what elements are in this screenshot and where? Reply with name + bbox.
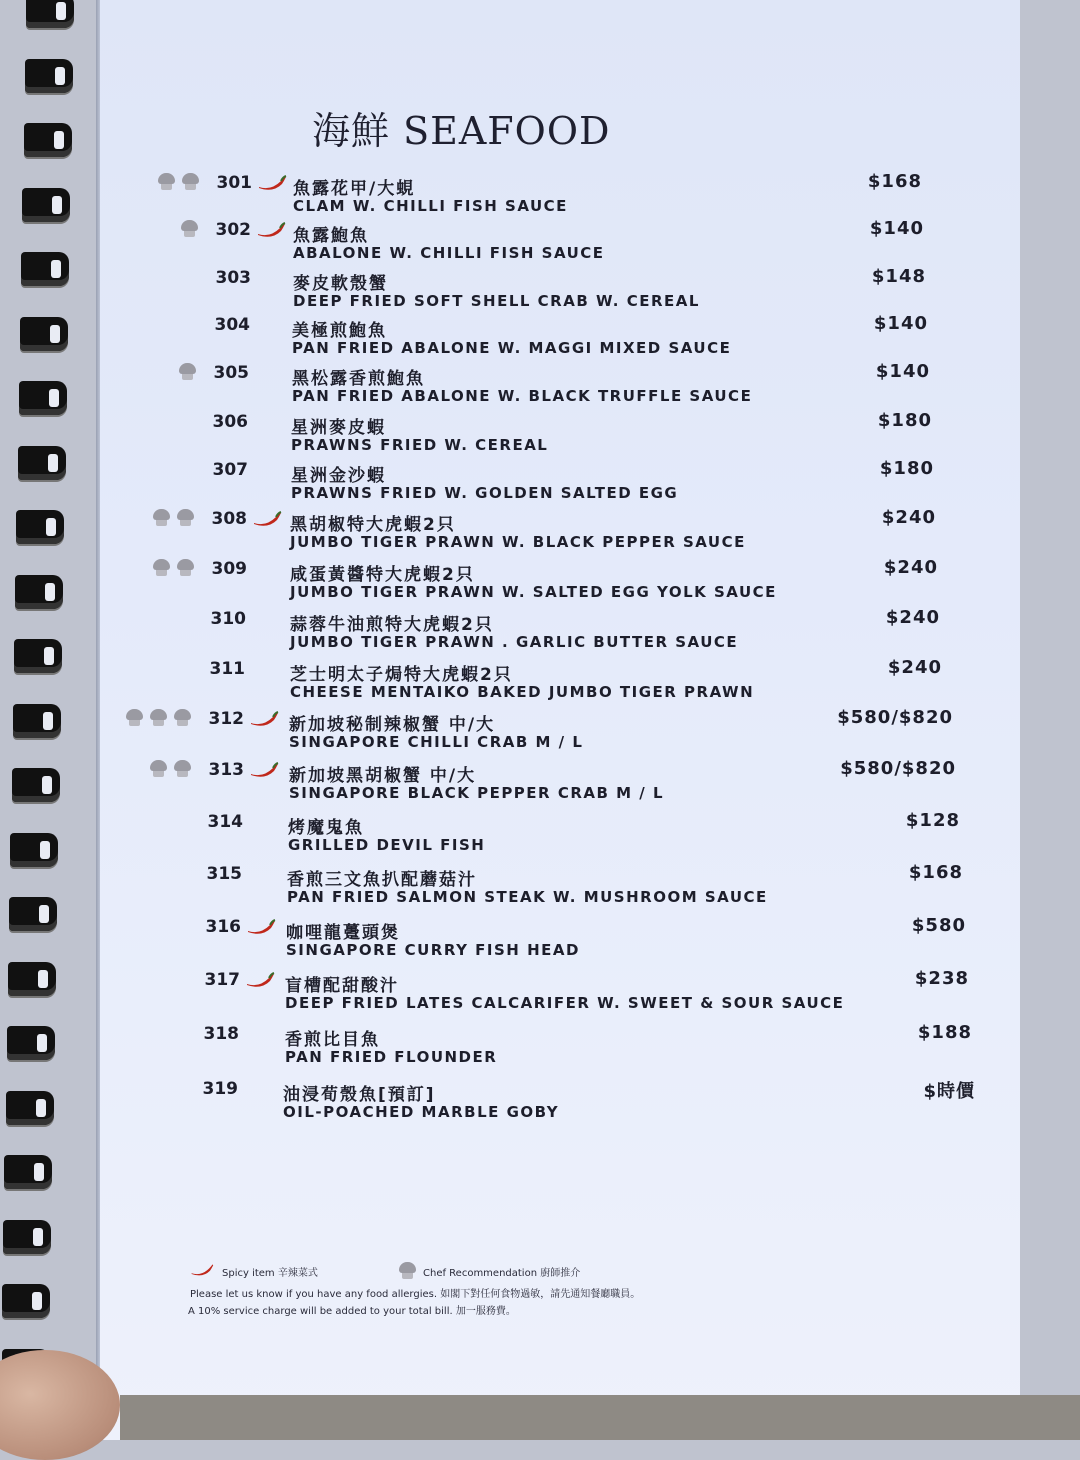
- chef-hat-icon: [176, 559, 195, 577]
- item-price: $140: [875, 361, 930, 382]
- item-number: 318: [203, 1024, 239, 1044]
- binder-ring: [13, 704, 61, 738]
- chef-hat-icon: [173, 709, 192, 727]
- item-name-chinese: 油浸荀殼魚[預訂]: [283, 1085, 436, 1105]
- item-number: 304: [214, 315, 250, 335]
- binder-ring: [14, 639, 62, 673]
- item-number: 313: [208, 760, 244, 780]
- item-price: $580/$820: [840, 758, 956, 779]
- item-name-chinese: 香煎三文魚扒配蘑菇汁: [287, 870, 477, 890]
- chef-recommendation-icons: [178, 363, 197, 381]
- item-name-english: JUMBO TIGER PRAWN . GARLIC BUTTER SAUCE: [290, 633, 739, 651]
- item-price: $240: [885, 607, 940, 628]
- item-name-chinese: 星洲麥皮蝦: [291, 418, 386, 438]
- item-number: 301: [216, 173, 252, 193]
- item-name-chinese: 烤魔鬼魚: [288, 818, 364, 838]
- item-name-chinese: 麥皮軟殼蟹: [293, 274, 388, 294]
- item-price: $188: [917, 1022, 972, 1043]
- legend-spicy: Spicy item 辛辣菜式: [222, 1268, 318, 1279]
- binder-ring: [7, 1026, 55, 1060]
- chef-hat-icon: [152, 509, 171, 527]
- item-name-chinese: 魚露花甲/大蜆: [293, 179, 416, 199]
- legend-chef: Chef Recommendation 廚師推介: [423, 1268, 581, 1279]
- item-number: 307: [212, 460, 248, 480]
- item-name-english: OIL-POACHED MARBLE GOBY: [283, 1103, 560, 1121]
- item-price: $240: [881, 507, 936, 528]
- menu-item: [100, 268, 1000, 316]
- item-number: 317: [204, 970, 240, 990]
- menu-item: [100, 709, 1000, 757]
- item-name-chinese: 星洲金沙蝦: [291, 466, 386, 486]
- item-name-english: PAN FRIED FLOUNDER: [285, 1048, 498, 1066]
- item-number: 316: [205, 917, 241, 937]
- item-name-english: PRAWNS FRIED W. GOLDEN SALTED EGG: [291, 484, 679, 502]
- chilli-icon: [246, 919, 276, 935]
- chef-hat-icon: [157, 173, 176, 191]
- page-title: 海鮮 SEAFOOD: [312, 109, 611, 153]
- chef-hat-icon: [180, 220, 199, 238]
- table-surface: [120, 1395, 1080, 1440]
- binder-ring: [18, 446, 66, 480]
- binder-ring: [24, 123, 72, 157]
- binder-rings: [0, 0, 100, 1440]
- item-name-english: CHEESE MENTAIKO BAKED JUMBO TIGER PRAWN: [290, 683, 755, 701]
- item-name-chinese: 黑胡椒特大虎蝦2只: [290, 515, 456, 535]
- chilli-icon: [249, 711, 279, 727]
- item-name-english: SINGAPORE BLACK PEPPER CRAB M / L: [289, 784, 665, 802]
- chef-recommendation-icons: [149, 760, 192, 778]
- item-price: $240: [883, 557, 938, 578]
- binder-ring: [15, 575, 63, 609]
- item-price: $238: [914, 968, 969, 989]
- item-number: 308: [211, 509, 247, 529]
- item-number: 305: [213, 363, 249, 383]
- item-name-chinese: 蒜蓉牛油煎特大虎蝦2只: [290, 615, 494, 635]
- item-price: $180: [877, 410, 932, 431]
- item-name-chinese: 咖哩龍躉頭煲: [286, 923, 400, 943]
- menu-item: [100, 1024, 1000, 1072]
- menu-item: [100, 460, 1000, 508]
- menu-item: [100, 812, 1000, 860]
- item-price: $580/$820: [837, 707, 953, 728]
- item-name-english: PAN FRIED ABALONE W. BLACK TRUFFLE SAUCE: [292, 387, 753, 405]
- binder-ring: [3, 1220, 51, 1254]
- item-name-chinese: 魚露鮑魚: [293, 226, 369, 246]
- item-number: 312: [208, 709, 244, 729]
- chef-hat-icon: [125, 709, 144, 727]
- binder-ring: [19, 381, 67, 415]
- item-name-english: DEEP FRIED SOFT SHELL CRAB W. CEREAL: [293, 292, 700, 310]
- binder-ring: [9, 897, 57, 931]
- binder-ring: [26, 0, 74, 28]
- chef-hat-icon: [178, 363, 197, 381]
- menu-item: [100, 917, 1000, 965]
- item-price: $140: [873, 313, 928, 334]
- binder-ring: [25, 59, 73, 93]
- menu-item: [100, 864, 1000, 912]
- menu-item: [100, 315, 1000, 363]
- binder-ring: [16, 510, 64, 544]
- chef-hat-icon: [173, 760, 192, 778]
- chef-hat-icon: [149, 760, 168, 778]
- menu-item: [100, 412, 1000, 460]
- item-name-english: JUMBO TIGER PRAWN W. BLACK PEPPER SAUCE: [290, 533, 746, 551]
- item-name-english: PRAWNS FRIED W. CEREAL: [291, 436, 549, 454]
- menu-item: [100, 173, 1000, 221]
- item-price: $240: [887, 657, 942, 678]
- item-name-english: PAN FRIED SALMON STEAK W. MUSHROOM SAUCE: [287, 888, 768, 906]
- item-price: $140: [869, 218, 924, 239]
- item-price: $580: [911, 915, 966, 936]
- item-name-chinese: 香煎比目魚: [285, 1030, 380, 1050]
- item-number: 303: [215, 268, 251, 288]
- item-name-english: PAN FRIED ABALONE W. MAGGI MIXED SAUCE: [292, 339, 732, 357]
- menu-item: [100, 970, 1000, 1018]
- item-price: $時價: [923, 1081, 975, 1102]
- item-name-chinese: 盲槽配甜酸汁: [285, 976, 399, 996]
- item-price: $168: [867, 171, 922, 192]
- item-number: 310: [210, 609, 246, 629]
- chilli-legend-icon: [190, 1262, 214, 1281]
- menu-item: [100, 559, 1000, 607]
- item-name-english: ABALONE W. CHILLI FISH SAUCE: [293, 244, 605, 262]
- item-price: $168: [908, 862, 963, 883]
- service-charge-note: A 10% service charge will be added to your total bill. 加一服務費。: [188, 1306, 516, 1317]
- binder-ring: [12, 768, 60, 802]
- item-name-english: SINGAPORE CHILLI CRAB M / L: [289, 733, 584, 751]
- chef-hat-icon: [149, 709, 168, 727]
- item-name-english: CLAM W. CHILLI FISH SAUCE: [293, 197, 568, 215]
- menu-item: [100, 609, 1000, 657]
- chilli-icon: [252, 511, 282, 527]
- item-price: $128: [905, 810, 960, 831]
- item-number: 302: [215, 220, 251, 240]
- chilli-icon: [256, 222, 286, 238]
- chilli-icon: [257, 175, 287, 191]
- menu-item: [100, 659, 1000, 707]
- item-name-english: SINGAPORE CURRY FISH HEAD: [286, 941, 580, 959]
- item-name-chinese: 芝士明太子焗特大虎蝦2只: [290, 665, 513, 685]
- item-name-english: JUMBO TIGER PRAWN W. SALTED EGG YOLK SAUCE: [290, 583, 777, 601]
- item-name-chinese: 美極煎鮑魚: [292, 321, 387, 341]
- chef-hat-icon: [152, 559, 171, 577]
- item-name-chinese: 新加坡秘制辣椒蟹 中/大: [289, 715, 496, 735]
- item-name-chinese: 黑松露香煎鮑魚: [292, 369, 425, 389]
- chef-hat-icon: [181, 173, 200, 191]
- allergy-note: Please let us know if you have any food allergies. 如閣下對任何食物過敏，請先通知餐廳職員。: [190, 1289, 641, 1300]
- item-name-english: GRILLED DEVIL FISH: [288, 836, 486, 854]
- binder-ring: [22, 188, 70, 222]
- menu-item: [100, 1079, 1000, 1127]
- item-number: 314: [207, 812, 243, 832]
- item-number: 309: [211, 559, 247, 579]
- item-number: 306: [212, 412, 248, 432]
- binder-ring: [20, 317, 68, 351]
- item-number: 311: [209, 659, 245, 679]
- binder-ring: [2, 1284, 50, 1318]
- item-number: 319: [202, 1079, 238, 1099]
- item-number: 315: [206, 864, 242, 884]
- binder-ring: [10, 833, 58, 867]
- chef-recommendation-icons: [152, 559, 195, 577]
- binder-ring: [4, 1155, 52, 1189]
- item-name-english: DEEP FRIED LATES CALCARIFER W. SWEET & SOUR SAUCE: [285, 994, 845, 1012]
- chef-hat-icon: [176, 509, 195, 527]
- binder-ring: [6, 1091, 54, 1125]
- menu-item: [100, 220, 1000, 268]
- chilli-icon: [245, 972, 275, 988]
- chef-hat-legend-icon: [398, 1262, 417, 1280]
- item-price: $148: [871, 266, 926, 287]
- chef-recommendation-icons: [125, 709, 192, 727]
- menu-page: [100, 0, 1020, 1440]
- menu-item: [100, 760, 1000, 808]
- item-name-chinese: 新加坡黑胡椒蟹 中/大: [289, 766, 477, 786]
- chilli-icon: [249, 762, 279, 778]
- menu-item: [100, 509, 1000, 557]
- item-name-chinese: 咸蛋黃醬特大虎蝦2只: [290, 565, 475, 585]
- menu-item: [100, 363, 1000, 411]
- chef-recommendation-icons: [157, 173, 200, 191]
- chef-recommendation-icons: [180, 220, 199, 238]
- chef-recommendation-icons: [152, 509, 195, 527]
- item-price: $180: [879, 458, 934, 479]
- binder-ring: [8, 962, 56, 996]
- binder-ring: [21, 252, 69, 286]
